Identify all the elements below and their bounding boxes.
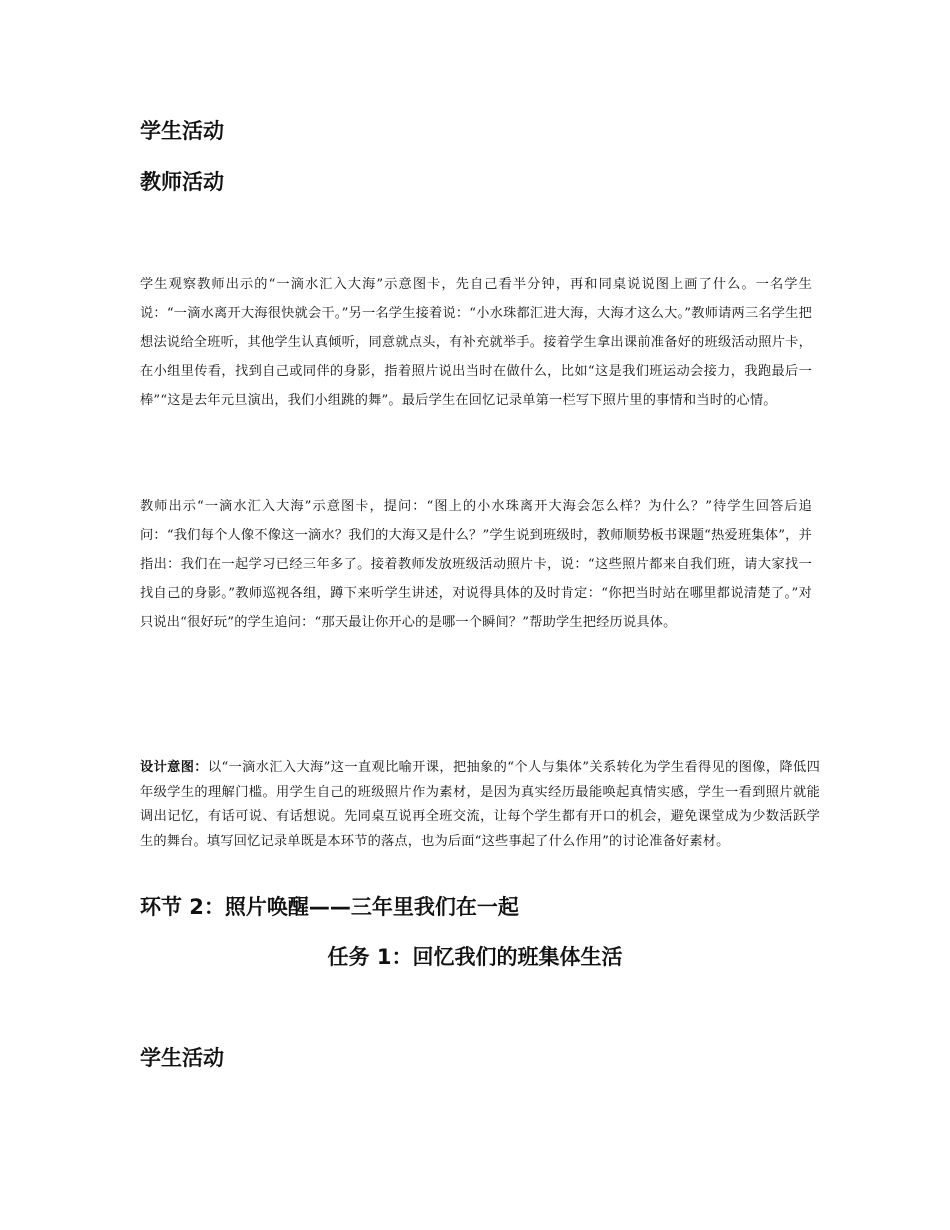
design-intent-text: 以“一滴水汇入大海”这一直观比喻开课，把抽象的“个人与集体”关系转化为学生看得见的图像，降低四年级学生的理解门槛。用学生自己的班级照片作为素材，是因为真实经历最能唤起真情实感，学生一看到照片就能调出记忆，有话可说、有话想说。先同桌互说再全班交流，让每个学生都有开口的机会，避免课堂成为少数活跃学生的舞台。填写回忆记录单既是本环节的落点，也为后面“这些事起了什么作用”的讨论准备好素材。	[140, 760, 820, 849]
student-activity-paragraph: 学生观察教师出示的“一滴水汇入大海”示意图卡，先自己看半分钟，再和同桌说说图上画了什么。一名学生说：“一滴水离开大海很快就会干。”另一名学生接着说：“小水珠都汇进大海，大海才这么大。”教师请两三名学生把想法说给全班听，其他学生认真倾听，同意就点头，有补充就举手。接着学生拿出课前准备好的班级活动照片卡，在小组里传看，找到自己或同伴的身影，指着照片说出当时在做什么，比如“这是我们班运动会接力，我跑最后一棒”“这是去年元旦演出，我们小组跳的舞”。最后学生在回忆记录单第一栏写下照片里的事情和当时的心情。	[140, 277, 812, 408]
teacher-activity-heading: 教师活动	[140, 170, 224, 194]
teacher-activity-paragraph: 教师出示“一滴水汇入大海”示意图卡，提问：“图上的小水珠离开大海会怎么样？为什么？”待学生回答后追问：“我们每个人像不像这一滴水？我们的大海又是什么？”学生说到班级时，教师顺势板书课题“热爱班集体”，并指出：我们在一起学习已经三年多了。接着教师发放班级活动照片卡，说：“这些照片都来自我们班，请大家找一找自己的身影。”教师巡视各组，蹲下来听学生讲述，对说得具体的及时肯定：“你把当时站在哪里都说清楚了。”对只说出“很好玩”的学生追问：“那天最让你开心的是哪一个瞬间？”帮助学生把经历说具体。	[140, 499, 812, 630]
student-activity-heading-2: 学生活动	[140, 1046, 224, 1070]
student-activity-heading: 学生活动	[140, 119, 224, 143]
design-intent-label: 设计意图：	[140, 760, 208, 775]
section-title: 环节 2：照片唤醒——三年里我们在一起	[140, 895, 519, 919]
design-intent-paragraph	[140, 756, 820, 854]
task-title: 任务 1：回忆我们的班集体生活	[327, 945, 623, 969]
